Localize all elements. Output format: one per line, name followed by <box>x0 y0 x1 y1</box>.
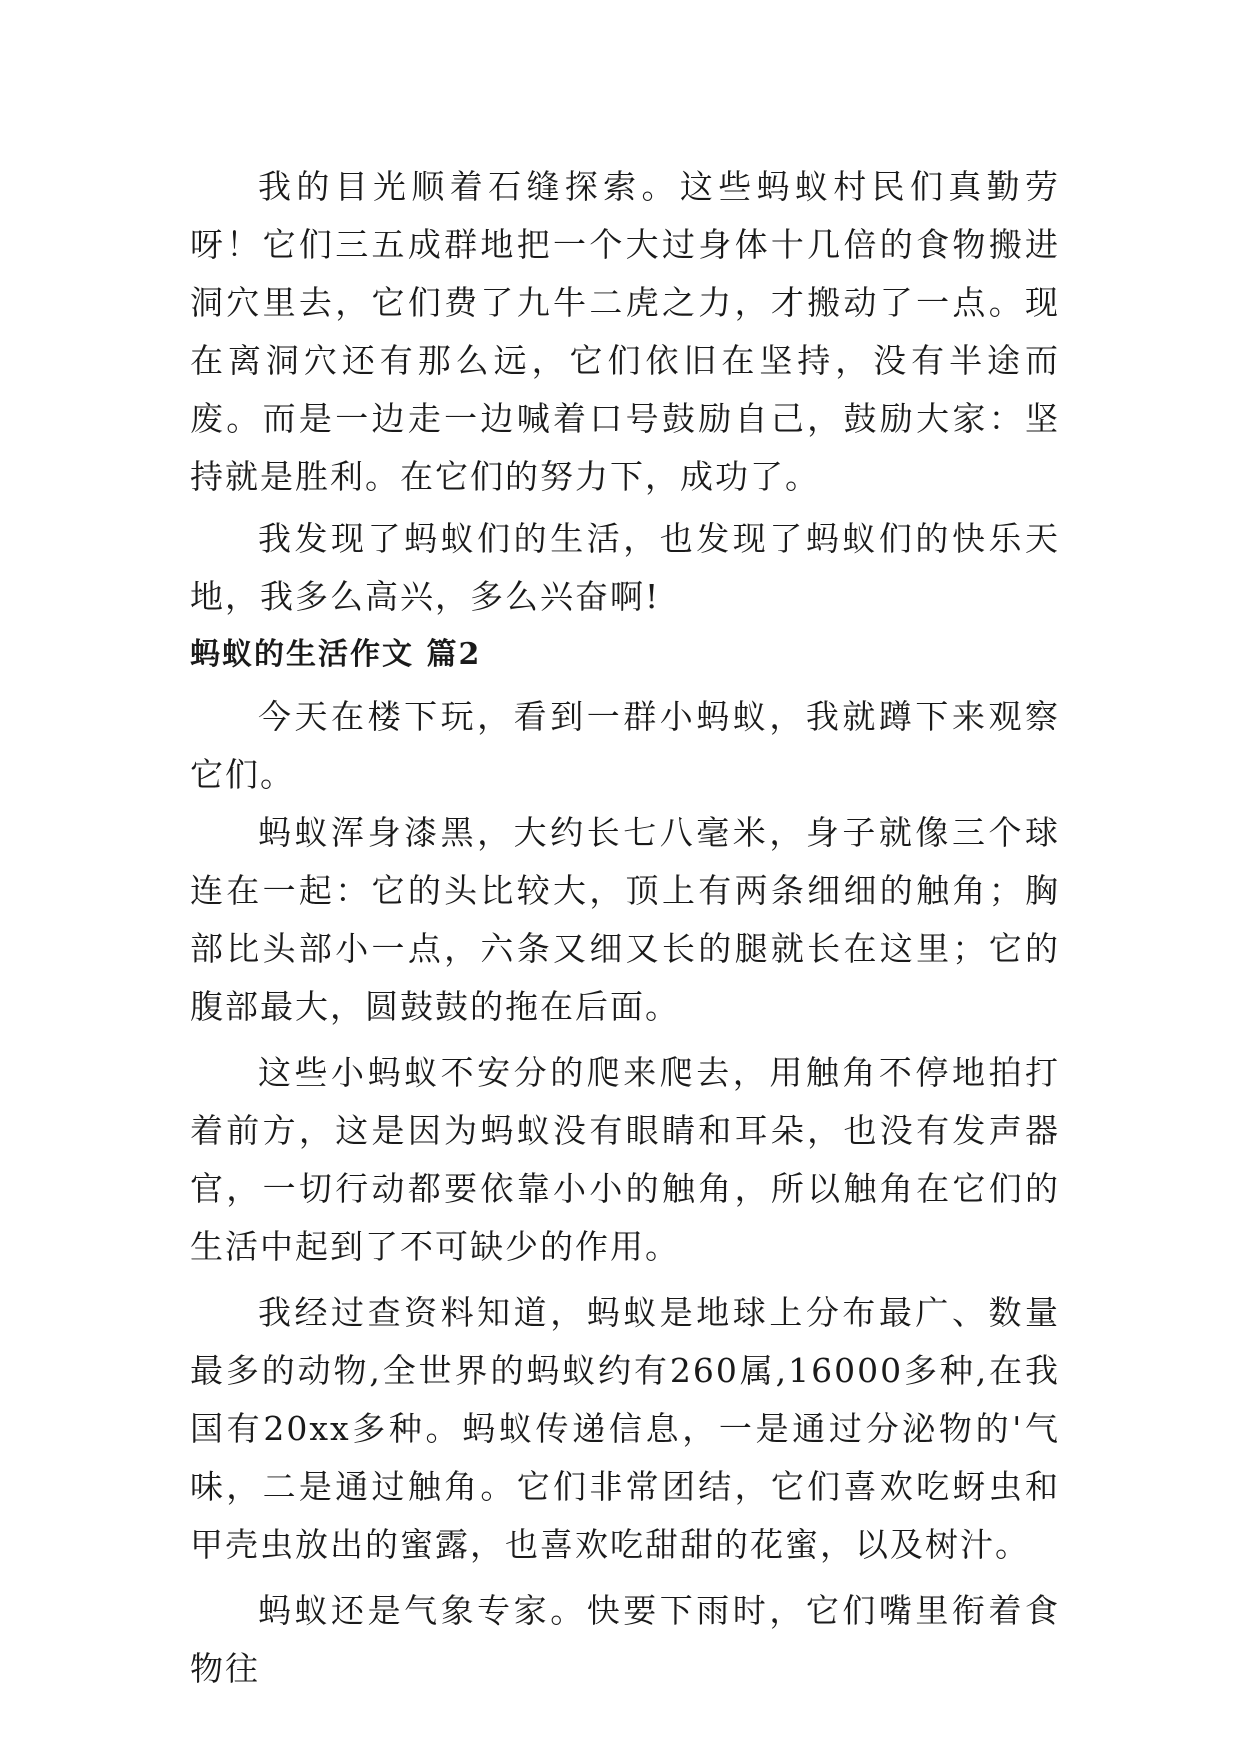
paragraph: 蚂蚁还是气象专家。快要下雨时，它们嘴里衔着食物往 <box>190 1591 1060 1688</box>
paragraph: 今天在楼下玩，看到一群小蚂蚁，我就蹲下来观察它们。 <box>190 697 1060 794</box>
paragraph: 我经过查资料知道，蚂蚁是地球上分布最广、数量最多的动物,全世界的蚂蚁约有260属,16000多种,在我国有20xx多种。蚂蚁传递信息，一是通过分泌物的'气味，二是通过触角。它们非常团结，它们喜欢吃蚜虫和甲壳虫放出的蜜露，也喜欢吃甜甜的花蜜，以及树汁。 <box>190 1293 1060 1564</box>
paragraph: 我的目光顺着石缝探索。这些蚂蚁村民们真勤劳呀！它们三五成群地把一个大过身体十几倍的食物搬进洞穴里去，它们费了九牛二虎之力，才搬动了一点。现在离洞穴还有那么远，它们依旧在坚持，没有半途而废。而是一边走一边喊着口号鼓励自己，鼓励大家：坚持就是胜利。在它们的努力下，成功了。 <box>190 167 1060 496</box>
paragraph: 这些小蚂蚁不安分的爬来爬去，用触角不停地拍打着前方，这是因为蚂蚁没有眼睛和耳朵，也没有发声器官，一切行动都要依靠小小的触角，所以触角在它们的生活中起到了不可缺少的作用。 <box>190 1053 1060 1266</box>
paragraph: 我发现了蚂蚁们的生活，也发现了蚂蚁们的快乐天地，我多么高兴，多么兴奋啊! <box>190 519 1060 616</box>
document-body <box>190 158 1060 1698</box>
paragraph: 蚂蚁浑身漆黑，大约长七八毫米，身子就像三个球连在一起：它的头比较大，顶上有两条细细的触角；胸部比头部小一点，六条又细又长的腿就长在这里；它的腹部最大，圆鼓鼓的拖在后面。 <box>190 813 1060 1026</box>
section-heading: 蚂蚁的生活作文 篇2 <box>190 637 482 672</box>
